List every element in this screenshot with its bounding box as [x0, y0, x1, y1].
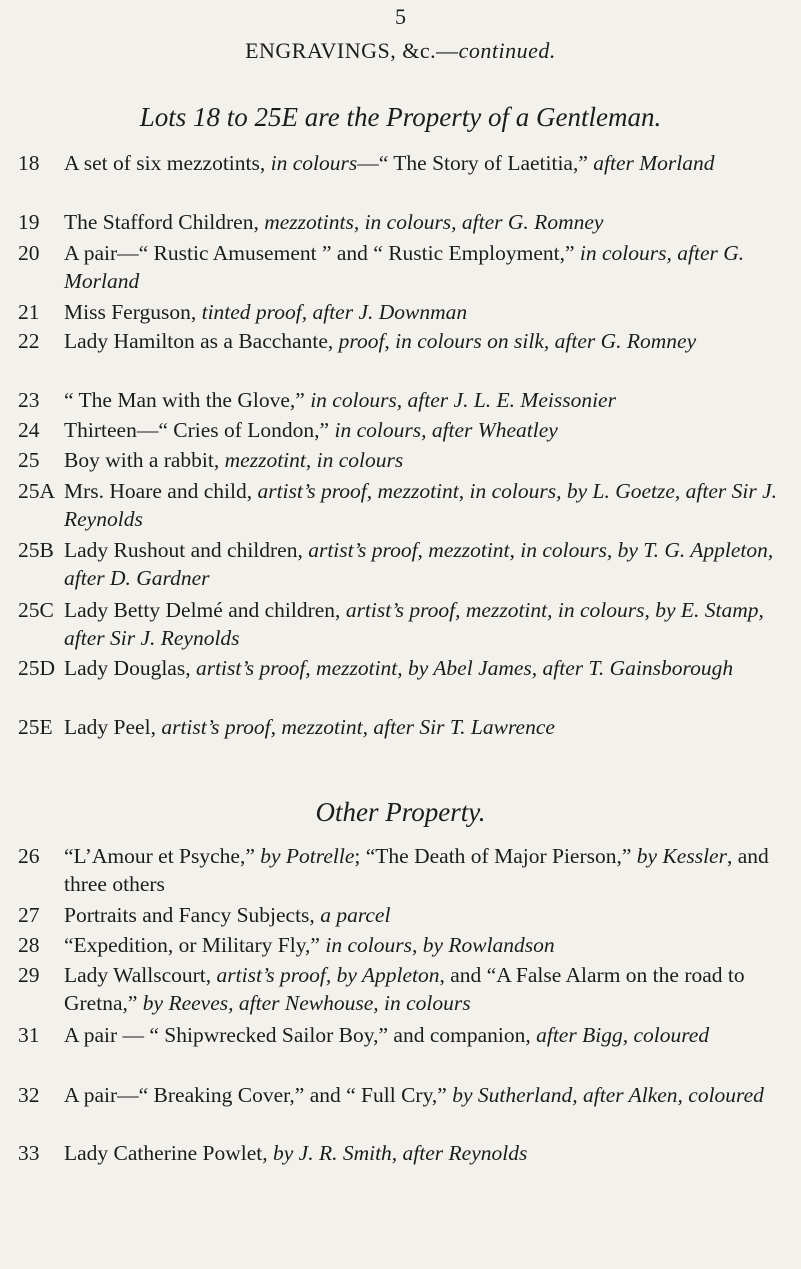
lot-number: 24 — [18, 418, 40, 442]
lot-text-run: in colours, after G. Morland — [64, 241, 745, 293]
lot-entry — [18, 327, 793, 355]
lot-entry — [18, 416, 793, 444]
lot-text-run: Lady Rushout and children, — [64, 538, 309, 562]
lot-number: 27 — [18, 903, 40, 927]
section-heading: Other Property. — [315, 797, 486, 827]
lot-number: 25D — [18, 656, 56, 680]
lot-text-run: after Bigg, coloured — [536, 1023, 710, 1047]
lot-description — [64, 961, 793, 1017]
lot-number: 25A — [18, 479, 56, 503]
lot-entry — [18, 1139, 793, 1167]
lot-text-run: Lady Catherine Powlet, — [64, 1141, 273, 1165]
lot-number: 26 — [18, 844, 40, 868]
lot-text-run: , and “A False Alarm on the road to Gretna,” — [64, 963, 745, 1015]
lot-entry — [18, 961, 793, 1017]
lot-description — [64, 208, 793, 236]
lot-text-run: Lady Betty Delmé and children, — [64, 598, 346, 622]
lot-description — [64, 298, 793, 326]
lot-text-run: A pair—“ Rustic Amusement ” and “ Rustic Employment,” — [64, 241, 580, 265]
lot-text-run: by Potrelle — [260, 844, 355, 868]
lot-description — [64, 713, 793, 741]
lot-description — [64, 596, 793, 652]
lot-number: 28 — [18, 933, 40, 957]
lot-text-run: Lady Wallscourt, — [64, 963, 217, 987]
lot-text-run: artist’s proof, by Appleton — [216, 963, 440, 987]
lot-description — [64, 239, 793, 295]
running-head-suffix: continued. — [458, 38, 556, 63]
lot-number: 25 — [18, 448, 40, 472]
lot-entry — [18, 654, 793, 682]
running-head — [0, 38, 801, 64]
lot-number: 32 — [18, 1083, 40, 1107]
lot-text-run: The Stafford Children, — [64, 210, 265, 234]
lot-entry — [18, 239, 793, 295]
lot-text-run: by Sutherland, after Alken, coloured — [452, 1083, 764, 1107]
lot-text-run: artist’s proof, mezzotint, after Sir T. Lawrence — [161, 715, 555, 739]
lot-description — [64, 536, 793, 592]
lot-text-run: mezzotint, in colours — [224, 448, 404, 472]
lot-text-run: artist’s proof, mezzotint, in colours, by T. G. Appleton, after D. Gardner — [64, 538, 774, 590]
lot-entry — [18, 446, 793, 474]
lot-description — [64, 1081, 793, 1109]
lot-entry — [18, 477, 793, 533]
lot-description — [64, 901, 793, 929]
lot-text-run: in colours, by Rowlandson — [325, 933, 555, 957]
lot-number: 20 — [18, 241, 40, 265]
lot-description — [64, 327, 793, 355]
lot-number: 29 — [18, 963, 40, 987]
lot-entry — [18, 536, 793, 592]
lot-number: 23 — [18, 388, 40, 412]
lot-text-run: in colours, after Wheatley — [334, 418, 558, 442]
lot-description — [64, 386, 793, 414]
lot-entry — [18, 1081, 793, 1109]
lot-text-run: Boy with a rabbit, — [64, 448, 225, 472]
lot-number: 25C — [18, 598, 54, 622]
lot-entry — [18, 596, 793, 652]
lot-text-run: by Kessler — [636, 844, 727, 868]
lot-text-run: proof, in colours on silk, after G. Romney — [338, 329, 697, 353]
lot-text-run: “L’Amour et Psyche,” — [64, 844, 261, 868]
lot-text-run: artist’s proof, mezzotint, by Abel James, after T. Gainsborough — [195, 656, 734, 680]
running-head-main: ENGRAVINGS, &c.— — [245, 38, 459, 63]
lot-text-run: by J. R. Smith, after Reynolds — [272, 1141, 528, 1165]
lot-text-run: Portraits and Fancy Subjects, — [64, 903, 321, 927]
lot-number: 33 — [18, 1141, 40, 1165]
lot-entry — [18, 931, 793, 959]
lot-text-run: A pair—“ Breaking Cover,” and “ Full Cry,” — [64, 1083, 453, 1107]
lot-number: 18 — [18, 151, 40, 175]
lot-text-run: tinted proof, after J. Downman — [201, 300, 468, 324]
lot-entry — [18, 149, 793, 177]
lot-text-run: —“ The Story of Laetitia,” — [357, 151, 594, 175]
lot-text-run: a parcel — [320, 903, 391, 927]
lot-number: 22 — [18, 329, 40, 353]
lot-text-run: , and three others — [64, 844, 769, 896]
lot-text-run: Lady Hamilton as a Bacchante, — [64, 329, 339, 353]
lot-number: 25B — [18, 538, 54, 562]
lot-entry — [18, 298, 793, 326]
lot-text-run: Thirteen—“ Cries of London,” — [64, 418, 335, 442]
lot-number: 25E — [18, 715, 53, 739]
lot-description — [64, 416, 793, 444]
lot-description — [64, 477, 793, 533]
page-number: 5 — [395, 4, 406, 29]
lot-description — [64, 1021, 793, 1049]
lot-description — [64, 842, 793, 898]
section-heading: Lots 18 to 25E are the Property of a Gentleman. — [139, 102, 662, 132]
lot-number: 19 — [18, 210, 40, 234]
lot-entry — [18, 208, 793, 236]
lot-entry — [18, 386, 793, 414]
lot-text-run: Lady Peel, — [64, 715, 162, 739]
lot-description — [64, 149, 793, 177]
lot-text-run: artist’s proof, mezzotint, in colours, by E. Stamp, after Sir J. Reynolds — [64, 598, 764, 650]
lot-text-run: Miss Ferguson, — [64, 300, 202, 324]
lot-text-run: in colours — [270, 151, 358, 175]
lot-text-run: ; “The Death of Major Pierson,” — [354, 844, 637, 868]
lot-text-run: Lady Douglas, — [64, 656, 196, 680]
lot-description — [64, 1139, 793, 1167]
lot-entry — [18, 842, 793, 898]
lot-description — [64, 446, 793, 474]
lot-description — [64, 654, 793, 682]
lot-description — [64, 931, 793, 959]
lot-text-run: “Expedition, or Military Fly,” — [64, 933, 326, 957]
lot-text-run: artist’s proof, mezzotint, in colours, by L. Goetze, after Sir J. Reynolds — [64, 479, 778, 531]
lot-text-run: “ The Man with the Glove,” — [64, 388, 311, 412]
lot-text-run: in colours, after J. L. E. Meissonier — [310, 388, 616, 412]
lot-entry — [18, 1021, 793, 1049]
lot-text-run: Mrs. Hoare and child, — [64, 479, 258, 503]
lot-text-run: mezzotints, in colours, after G. Romney — [264, 210, 604, 234]
lot-entry — [18, 713, 793, 741]
lot-text-run: A pair — “ Shipwrecked Sailor Boy,” and companion, — [64, 1023, 537, 1047]
lot-text-run: A set of six mezzotints, — [64, 151, 271, 175]
lot-entry — [18, 901, 793, 929]
lot-text-run: after Morland — [593, 151, 715, 175]
lot-text-run: by Reeves, after Newhouse, in colours — [142, 991, 471, 1015]
lot-number: 31 — [18, 1023, 40, 1047]
lot-number: 21 — [18, 300, 40, 324]
